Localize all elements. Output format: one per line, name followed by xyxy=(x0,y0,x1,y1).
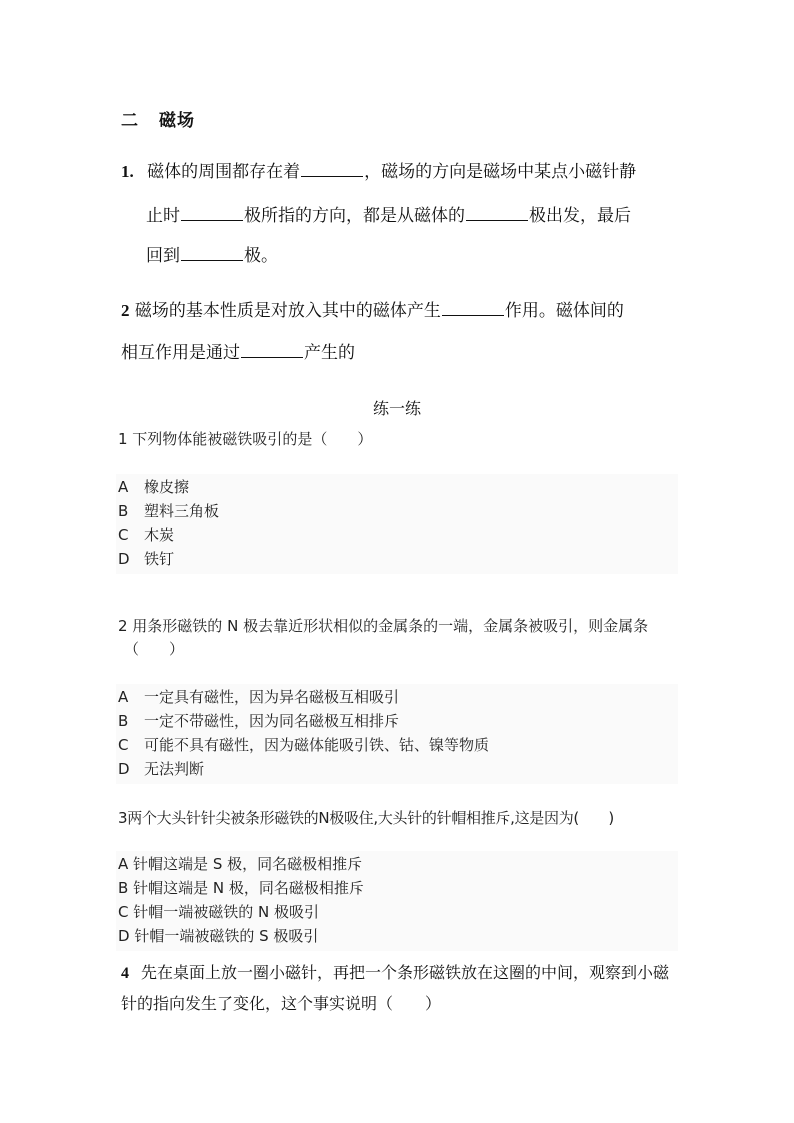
option-a[interactable]: A 橡皮擦 xyxy=(118,478,190,496)
option-d[interactable]: D 铁钉 xyxy=(118,550,175,568)
option-c[interactable]: C 可能不具有磁性，因为磁体能吸引铁、钴、镍等物质 xyxy=(118,736,490,754)
mc-question-2-stem-line-2: （ ） xyxy=(124,640,185,658)
fill-question-1-line-1: 1. 磁体的周围都存在着 ，磁场的方向是磁场中某点小磁针静 xyxy=(121,162,637,182)
option-c[interactable]: C 木炭 xyxy=(118,526,175,544)
option-a[interactable]: A 针帽这端是 S 极，同名磁极相推斥 xyxy=(118,855,363,873)
option-a[interactable]: A 一定具有磁性，因为异名磁极互相吸引 xyxy=(118,688,400,706)
answer-blank xyxy=(466,206,528,221)
section-number: 二 xyxy=(121,111,139,131)
mc-question-1-stem: 1 下列物体能被磁铁吸引的是（ ） xyxy=(118,430,373,448)
answer-blank xyxy=(181,246,243,261)
answer-blank xyxy=(181,206,243,221)
option-b[interactable]: B 针帽这端是 N 极，同名磁极相推斥 xyxy=(118,879,364,897)
option-b[interactable]: B 塑料三角板 xyxy=(118,502,220,520)
question-number: 4 xyxy=(121,965,129,982)
option-c[interactable]: C 针帽一端被磁铁的 N 极吸引 xyxy=(118,903,320,921)
mc-question-3-stem: 3两个大头针针尖被条形磁铁的N极吸住,大头针的针帽相推斥,这是因为( ) xyxy=(118,809,614,827)
mc-question-2-options xyxy=(118,685,678,781)
question-number: 2 xyxy=(121,301,130,320)
mc-question-3-options xyxy=(118,852,678,948)
question-number: 1. xyxy=(121,162,134,181)
answer-blank xyxy=(442,301,504,316)
question-4-line-2: 针的指向发生了变化，这个事实说明（ ） xyxy=(121,994,442,1013)
section-heading xyxy=(121,106,195,131)
answer-blank xyxy=(241,343,303,358)
mc-question-2-stem-line-1: 2 用条形磁铁的 N 极去靠近形状相似的金属条的一端，金属条被吸引，则金属条 xyxy=(118,617,649,635)
option-d[interactable]: D 针帽一端被磁铁的 S 极吸引 xyxy=(118,927,319,945)
mc-question-1-options xyxy=(118,475,678,571)
fill-question-2-line-1: 2 磁场的基本性质是对放入其中的磁体产生 作用。磁体间的 xyxy=(121,301,624,321)
fill-question-1-line-3: 回到 极。 xyxy=(146,246,278,266)
answer-blank xyxy=(301,162,363,177)
question-4-line-1: 4 先在桌面上放一圈小磁针，再把一个条形磁铁放在这圈的中间，观察到小磁 xyxy=(121,963,670,982)
section-title: 磁场 xyxy=(159,111,195,131)
option-d[interactable]: D 无法判断 xyxy=(118,760,205,778)
practice-title: 练一练 xyxy=(372,399,421,418)
fill-question-2-line-2: 相互作用是通过 产生的 xyxy=(121,343,355,363)
option-b[interactable]: B 一定不带磁性，因为同名磁极互相排斥 xyxy=(118,712,400,730)
fill-question-1-line-2: 止时 极所指的方向，都是从磁体的 极出发，最后 xyxy=(146,206,631,226)
